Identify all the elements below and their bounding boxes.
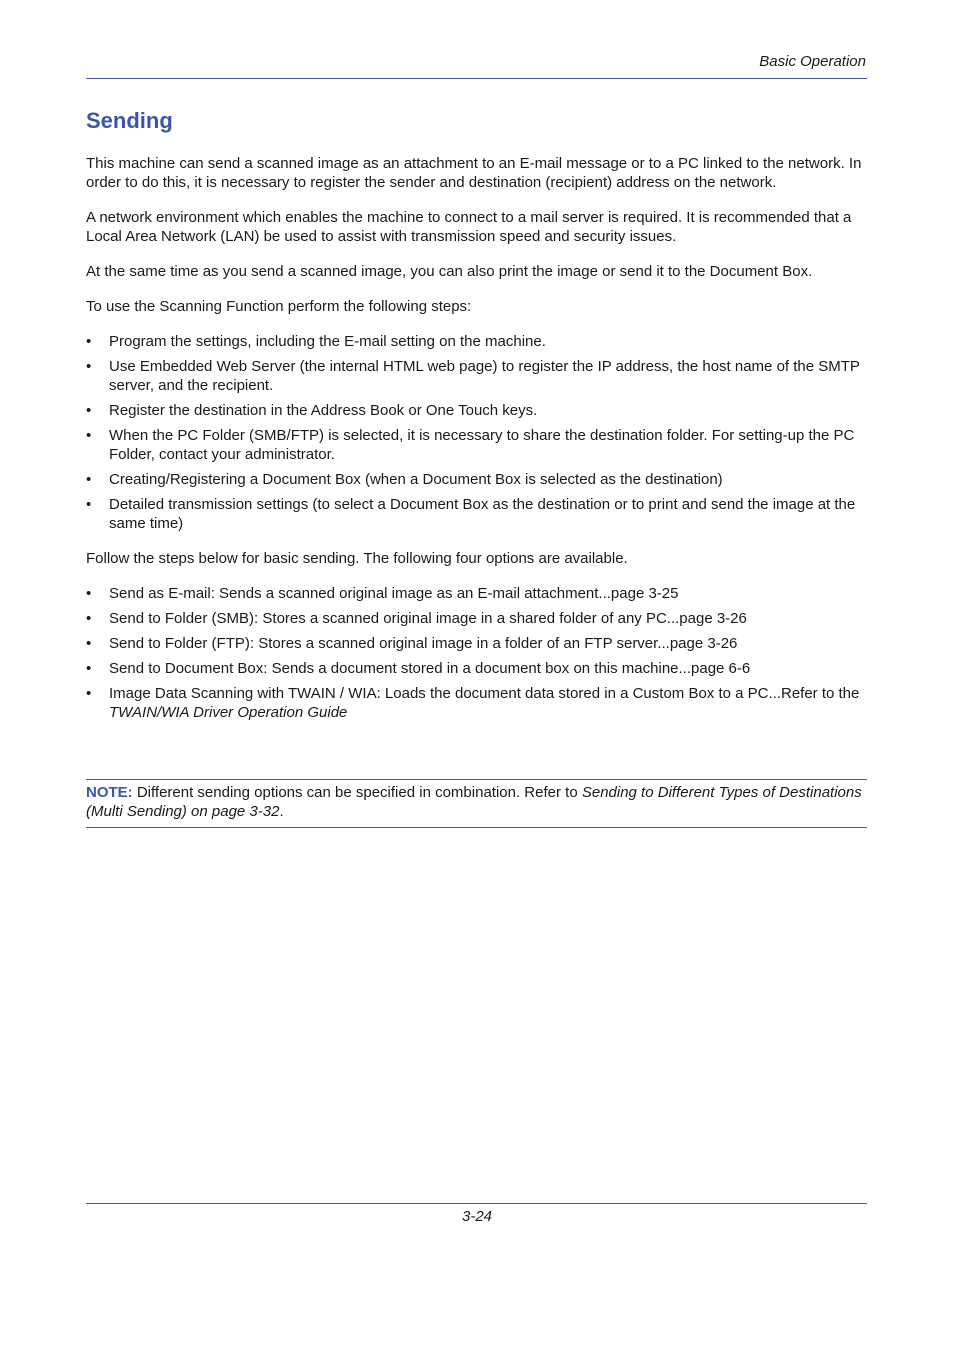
- list-item: • Use Embedded Web Server (the internal HTML web page) to register the IP address, the host name of the SMTP server, and the recipient.: [86, 357, 867, 395]
- guide-reference: TWAIN/WIA Driver Operation Guide: [109, 704, 348, 721]
- list-item: • Send to Folder (FTP): Stores a scanned original image in a folder of an FTP server...page 3-26: [86, 634, 867, 653]
- note-label: NOTE:: [86, 784, 133, 801]
- network-paragraph: A network environment which enables the machine to connect to a mail server is required. It is recommended that a Local Area Network (LAN) be used to assist with transmission speed and security issues.: [86, 209, 852, 245]
- intro-paragraph: This machine can send a scanned image as an attachment to an E-mail message or to a PC linked to the network. In order to do this, it is necessary to register the sender and destination (recipient) address on the network.: [86, 155, 862, 191]
- list-item: • Send to Document Box: Sends a document stored in a document box on this machine...page 6-6: [86, 659, 867, 678]
- steps-intro: To use the Scanning Function perform the following steps:: [86, 298, 472, 315]
- note-reference: Sending to Different Types of Destinations (Multi Sending) on page 3-32: [86, 784, 862, 820]
- running-header: Basic Operation: [759, 53, 866, 70]
- note-box: [86, 783, 867, 821]
- list-item: • Program the settings, including the E-mail setting on the machine.: [86, 332, 867, 351]
- twain-option-text: Image Data Scanning with TWAIN / WIA: Loads the document data stored in a Custom Box to a PC...Refer to the: [109, 685, 860, 702]
- list-item: • Send as E-mail: Sends a scanned original image as an E-mail attachment...page 3-25: [86, 584, 867, 603]
- list-item: [86, 684, 867, 722]
- print-paragraph: At the same time as you send a scanned image, you can also print the image or send it to the Document Box.: [86, 263, 813, 280]
- list-item: • Detailed transmission settings (to select a Document Box as the destination or to print and send the image at the same time): [86, 495, 867, 533]
- list-item: • Creating/Registering a Document Box (when a Document Box is selected as the destination): [86, 470, 867, 489]
- steps-list: [86, 332, 867, 533]
- note-end: .: [279, 803, 284, 820]
- options-intro: Follow the steps below for basic sending. The following four options are available.: [86, 550, 628, 567]
- body-content: [86, 154, 867, 738]
- options-list: [86, 584, 867, 722]
- list-item: • When the PC Folder (SMB/FTP) is selected, it is necessary to share the destination folder. For setting-up the PC Folder, contact your administrator.: [86, 426, 867, 464]
- note-top-rule: [86, 779, 867, 780]
- list-item: • Register the destination in the Address Book or One Touch keys.: [86, 401, 867, 420]
- header-rule: [86, 78, 867, 79]
- page-number: 3-24: [461, 1208, 493, 1225]
- note-text: Different sending options can be specified in combination. Refer to: [132, 784, 582, 801]
- list-item: • Send to Folder (SMB): Stores a scanned original image in a shared folder of any PC...page 3-26: [86, 609, 867, 628]
- footer-rule: [86, 1203, 867, 1204]
- page-title: Sending: [86, 108, 173, 133]
- note-bottom-rule: [86, 827, 867, 828]
